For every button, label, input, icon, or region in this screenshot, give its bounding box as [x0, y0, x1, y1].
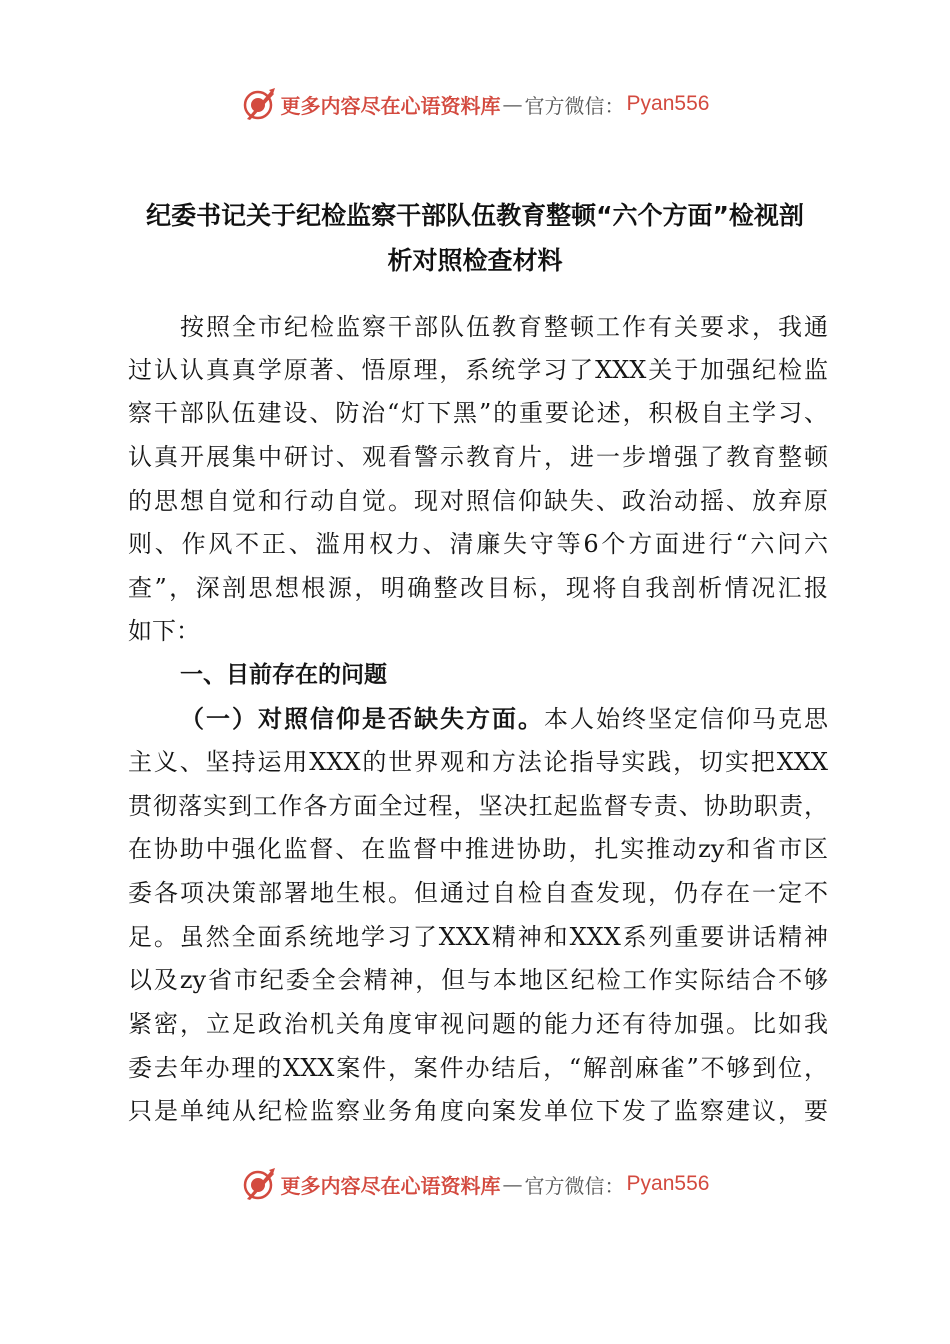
paragraph-line: 如下：: [128, 617, 200, 645]
paragraph-line: 则、作风不正、滥用权力、清廉失守等6个方面进行“六问六: [128, 530, 828, 558]
pen-logo-icon: [241, 86, 277, 122]
paragraph-line: 只是单纯从纪检监察业务角度向案发单位下发了监察建议，要: [128, 1097, 828, 1125]
banner-wechat-id: Pyan556: [626, 1172, 710, 1195]
paragraph-line: 认真开展集中研讨、观看警示教育片，进一步增强了教育整顿: [128, 443, 828, 471]
section-heading: 一、目前存在的问题: [180, 662, 387, 688]
paragraph-line: 委去年办理的XXX案件，案件办结后，“解剖麻雀”不够到位，: [128, 1054, 828, 1082]
paragraph-line: 委各项决策部署地生根。但通过自检自查发现，仍存在一定不: [128, 879, 828, 907]
banner-brand: 更多内容尽在心语资料库: [280, 1173, 501, 1198]
subsection-heading: （一）对照信仰是否缺失方面。: [180, 705, 544, 733]
paragraph-line: 察干部队伍建设、防治“灯下黑”的重要论述，积极自主学习、: [128, 399, 828, 427]
paragraph-line: 贯彻落实到工作各方面全过程，坚决扛起监督专责、协助职责，: [128, 792, 828, 820]
paragraph-line: 主义、坚持运用XXX的世界观和方法论指导实践，切实把XXX: [128, 748, 828, 776]
pen-logo-icon: [241, 1166, 277, 1202]
paragraph-line: 足。虽然全面系统地学习了XXX精神和XXX系列重要讲话精神: [128, 923, 828, 951]
banner-label: 官方微信：: [524, 1173, 625, 1198]
subsection-first-line: [180, 704, 828, 734]
paragraph-line: 以及zy省市纪委全会精神，但与本地区纪检工作实际结合不够: [128, 966, 828, 994]
paragraph-line: 查”，深剖思想根源，明确整改目标，现将自我剖析情况汇报: [128, 574, 828, 602]
paragraph-line: 按照全市纪检监察干部队伍教育整顿工作有关要求，我通: [180, 313, 828, 341]
document-title-line-2: 析对照检查材料: [387, 246, 563, 275]
banner-separator: —: [502, 1172, 523, 1196]
subsection-first-line-text: 本人始终坚定信仰马克思: [544, 705, 828, 733]
banner-wechat-id: Pyan556: [626, 92, 710, 115]
document-title-line-1: 纪委书记关于纪检监察干部队伍教育整顿“六个方面”检视剖: [146, 201, 804, 230]
paragraph-line: 过认认真真学原著、悟原理，系统学习了XXX关于加强纪检监: [128, 356, 828, 384]
paragraph-line: 在协助中强化监督、在监督中推进协助，扎实推动zy和省市区: [128, 835, 828, 863]
banner-separator: —: [502, 92, 523, 116]
paragraph-line: 紧密，立足政治机关角度审视问题的能力还有待加强。比如我: [128, 1010, 828, 1038]
banner-brand: 更多内容尽在心语资料库: [280, 93, 501, 118]
paragraph-line: 的思想自觉和行动自觉。现对照信仰缺失、政治动摇、放弃原: [128, 487, 828, 515]
banner-label: 官方微信：: [524, 93, 625, 118]
header-watermark-banner: [0, 84, 950, 124]
footer-watermark-banner: [0, 1164, 950, 1204]
